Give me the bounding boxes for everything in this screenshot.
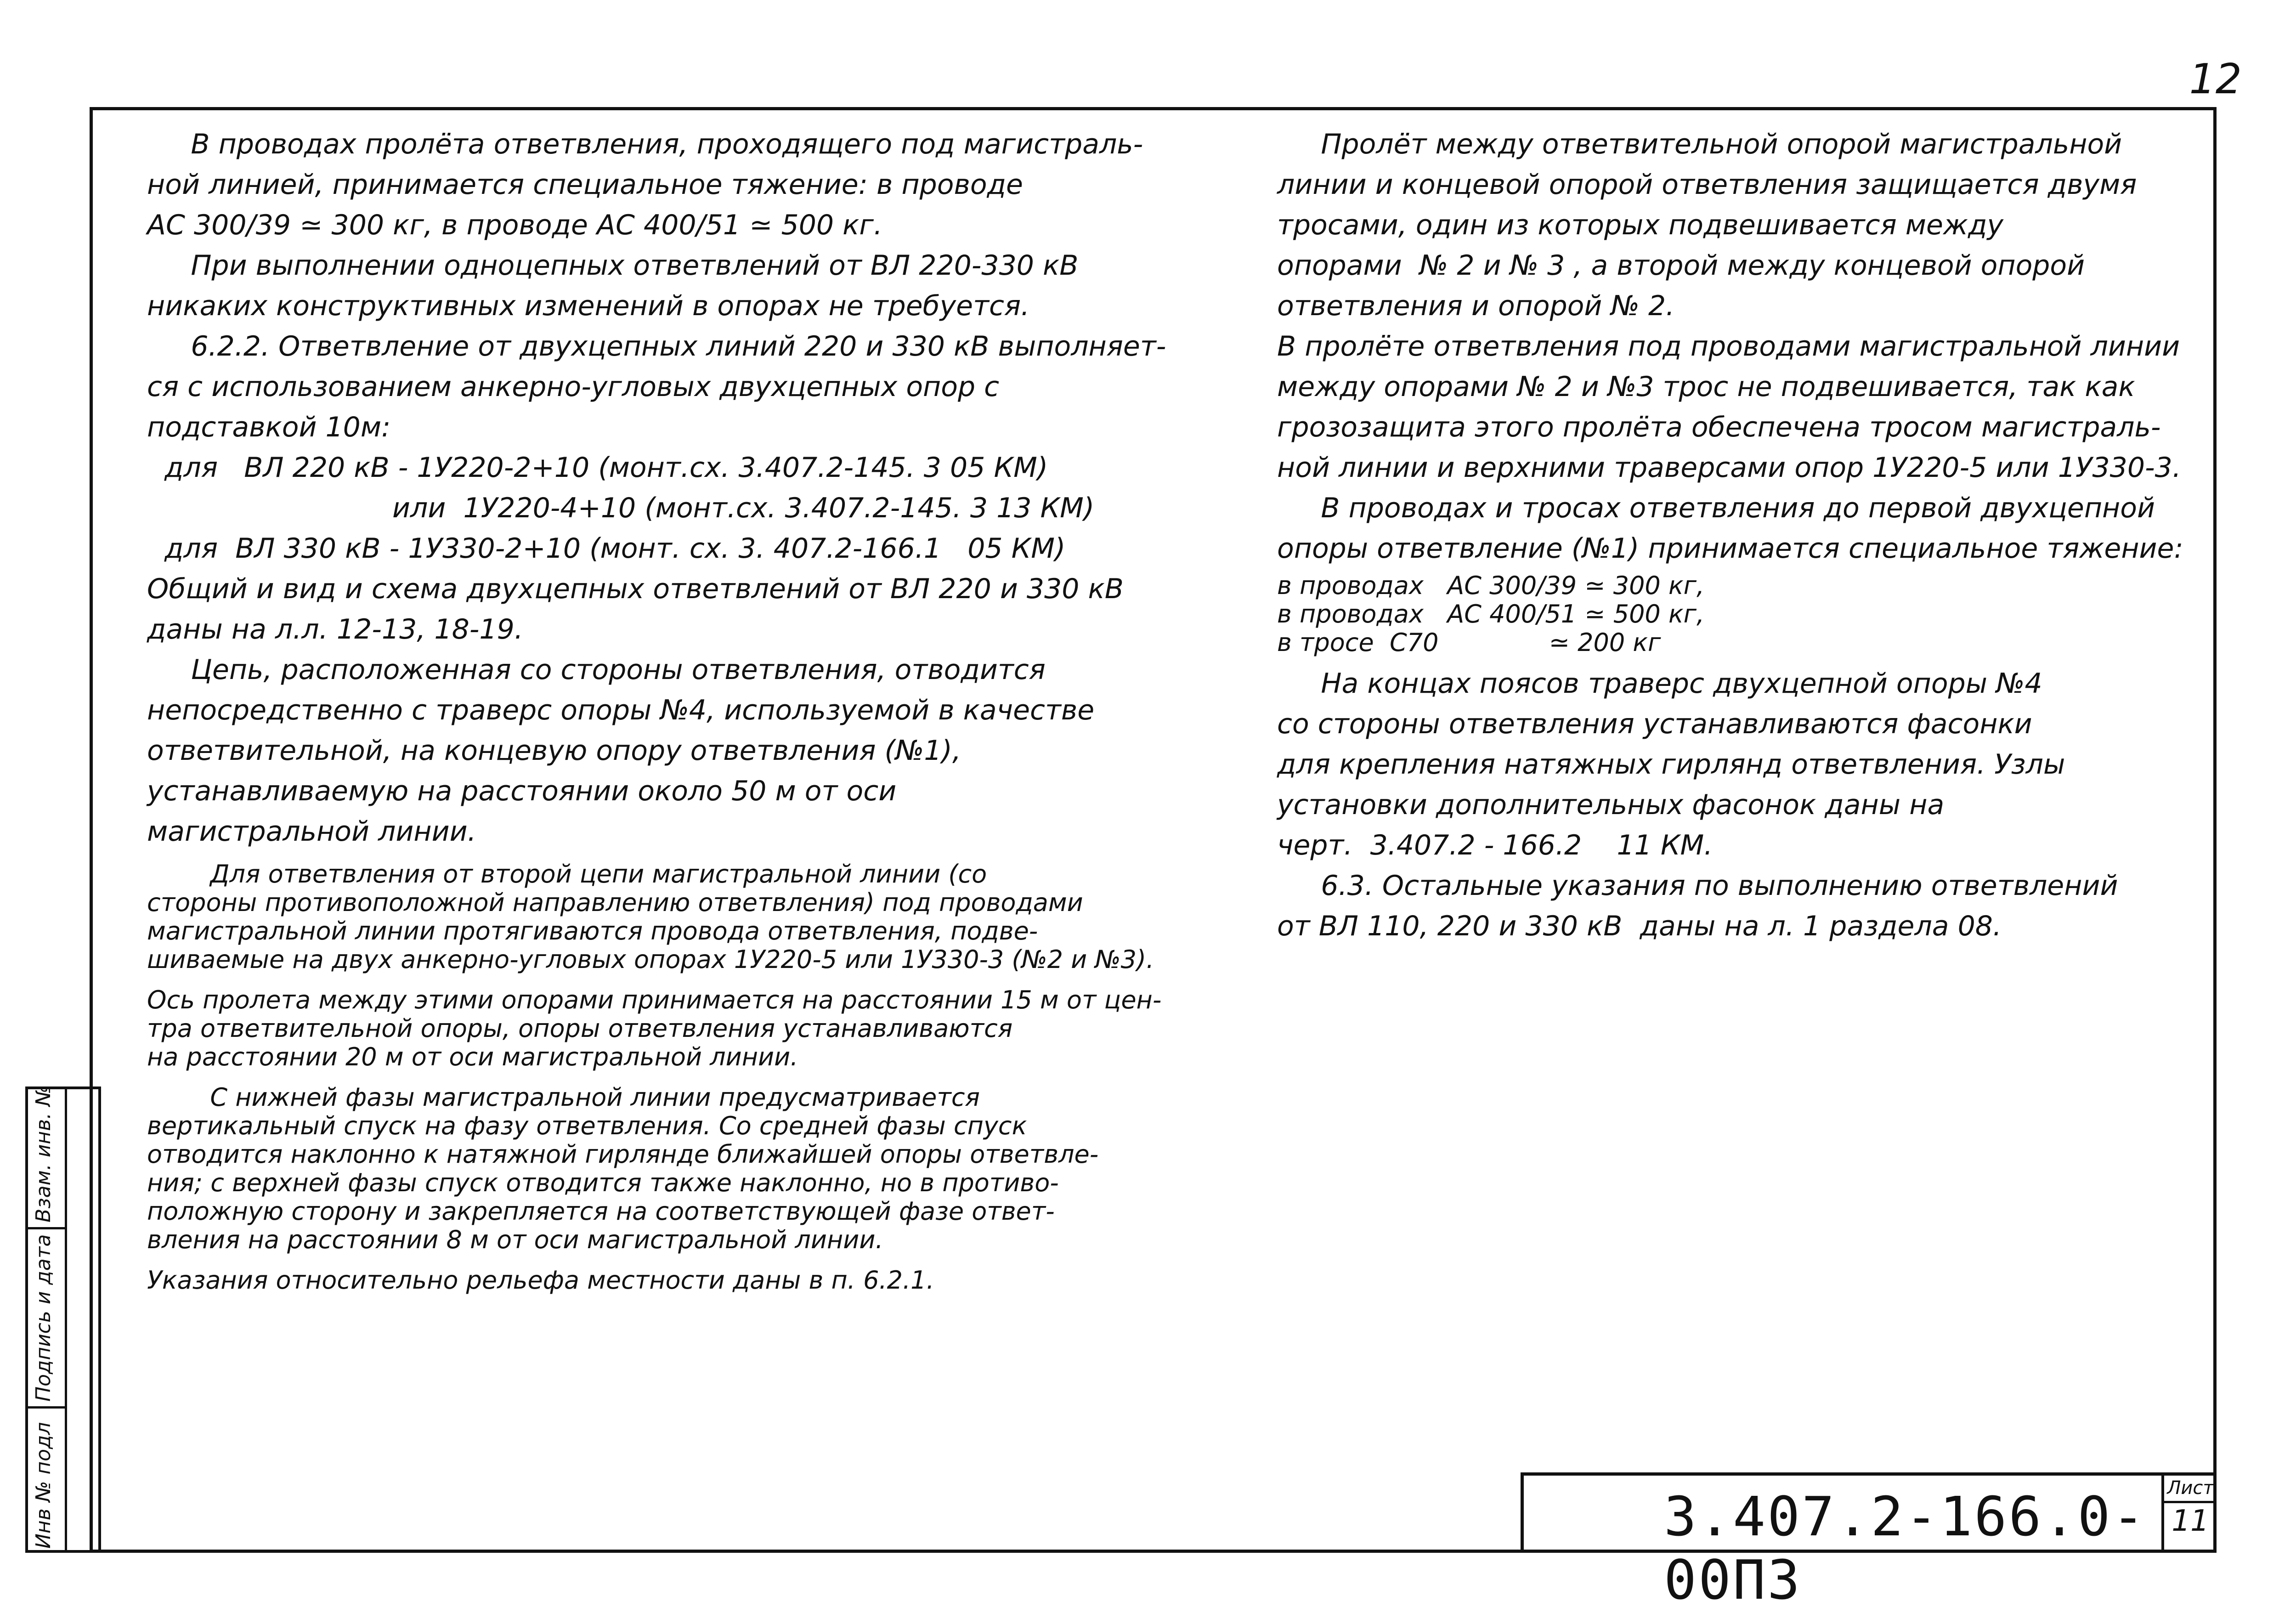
text-line: Общий и вид и схема двухцепных ответвлений от ВЛ 220 и 330 кВ [147, 573, 1124, 605]
text-line: тросами, один из которых подвешивается между [1277, 209, 2003, 241]
text-line: для ВЛ 330 кВ - 1У330-2+10 (монт. сх. 3. 407.2-166.1 05 КМ) [147, 532, 1066, 565]
text-line: тра ответвительной опоры, опоры ответвления устанавливаются [147, 1014, 1013, 1043]
text-line: в тросе С70 ≃ 200 кг [1277, 628, 1661, 657]
tension-block [1277, 572, 2200, 657]
stamp-label-inv: Инв № подл [32, 1422, 55, 1549]
text-line: В проводах пролёта ответвления, проходящего под магистраль- [147, 128, 1143, 160]
text-line: отводится наклонно к натяжной гирлянде ближайшей опоры ответвле- [147, 1140, 1099, 1169]
text-line: Указания относительно рельефа местности даны в п. 6.2.1. [147, 1266, 934, 1295]
text-line: от ВЛ 110, 220 и 330 кВ даны на л. 1 раздела 08. [1277, 910, 2002, 942]
document-code: 3.407.2-166.0-00ПЗ [1664, 1485, 2147, 1612]
page-number: 12 [2189, 55, 2242, 103]
text-line: ся с использованием анкерно-угловых двухцепных опор с [147, 371, 1000, 403]
left-text-column [147, 124, 1167, 1295]
text-line: Ось пролета между этими опорами принимается на расстоянии 15 м от цен- [147, 985, 1162, 1014]
text-line: для ВЛ 220 кВ - 1У220-2+10 (монт.сх. 3.407.2-145. 3 05 КМ) [147, 452, 1048, 484]
stamp-label-signature: Подпись и дата [32, 1234, 55, 1402]
text-line: 6.3. Остальные указания по выполнению ответвлений [1277, 870, 2118, 902]
text-line: непосредственно с траверс опоры №4, используемой в качестве [147, 694, 1095, 726]
text-line: или 1У220-4+10 (монт.сх. 3.407.2-145. 3 13 КМ) [147, 492, 1095, 524]
text-line: В проводах и тросах ответвления до первой двухцепной [1277, 492, 2155, 524]
text-line: на расстоянии 20 м от оси магистральной линии. [147, 1042, 798, 1071]
text-line: ответвления и опорой № 2. [1277, 290, 1675, 322]
right-text-column [1277, 124, 2200, 946]
text-line: В пролёте ответвления под проводами магистральной линии [1277, 330, 2180, 362]
text-line: в проводах АС 400/51 ≃ 500 кг, [1277, 600, 1705, 628]
side-stamp [25, 1086, 101, 1553]
text-line: ной линии и верхними траверсами опор 1У220-5 или 1У330-3. [1277, 452, 2181, 484]
stamp-divider [28, 1227, 65, 1229]
text-line: Пролёт между ответвительной опорой магистральной [1277, 128, 2122, 160]
text-line: ной линией, принимается специальное тяжение: в проводе [147, 169, 1023, 201]
text-line: магистральной линии. [147, 815, 476, 848]
text-line: подставкой 10м: [147, 411, 391, 443]
text-line: При выполнении одноцепных ответвлений от ВЛ 220-330 кВ [147, 249, 1079, 282]
text-line: С нижней фазы магистральной линии предусматривается [147, 1083, 980, 1112]
text-line: На концах поясов траверс двухцепной опоры №4 [1277, 668, 2042, 700]
sheet-cell [2161, 1476, 2217, 1553]
title-block [1521, 1472, 2217, 1612]
text-line: магистральной линии протягиваются провода ответвления, подве- [147, 917, 1038, 945]
text-line: положную сторону и закрепляется на соответствующей фазе ответ- [147, 1197, 1055, 1226]
text-line: вления на расстоянии 8 м от оси магистральной линии. [147, 1225, 883, 1254]
text-line: вертикальный спуск на фазу ответвления. Со средней фазы спуск [147, 1111, 1027, 1140]
text-line: опорами № 2 и № 3 , а второй между концевой опорой [1277, 249, 2085, 282]
text-line: шиваемые на двух анкерно-угловых опорах 1У220-5 или 1У330-3 (№2 и №3). [147, 945, 1154, 974]
text-line: Для ответвления от второй цепи магистральной линии (со [147, 860, 987, 888]
text-line: опоры ответвление (№1) принимается специальное тяжение: [1277, 532, 2183, 565]
text-line: АС 300/39 ≃ 300 кг, в проводе АС 400/51 ≃ 500 кг. [147, 209, 882, 241]
text-line: ответвительной, на концевую опору ответвления (№1), [147, 735, 961, 767]
left-small-text [147, 860, 1167, 1295]
text-line: устанавливаемую на расстоянии около 50 м от оси [147, 775, 897, 807]
text-line: никаких конструктивных изменений в опорах не требуется. [147, 290, 1030, 322]
text-line: ния; с верхней фазы спуск отводится также наклонно, но в противо- [147, 1168, 1059, 1197]
text-line: 6.2.2. Ответвление от двухцепных линий 220 и 330 кВ выполняет- [147, 330, 1166, 362]
text-line: черт. 3.407.2 - 166.2 11 КМ. [1277, 829, 1713, 861]
text-line: между опорами № 2 и №3 трос не подвешивается, так как [1277, 371, 2135, 403]
text-line: даны на л.л. 12-13, 18-19. [147, 613, 523, 645]
sheet-number: 11 [2172, 1504, 2209, 1538]
text-line: для крепления натяжных гирлянд ответвления. Узлы [1277, 748, 2065, 781]
text-line: линии и концевой опорой ответвления защищается двумя [1277, 169, 2137, 201]
sheet-label: Лист [2164, 1476, 2217, 1503]
stamp-label-replace: Взам. инв. № [32, 1085, 55, 1222]
text-line: в проводах АС 300/39 ≃ 300 кг, [1277, 571, 1705, 600]
text-line: со стороны ответвления устанавливаются фасонки [1277, 708, 2032, 740]
text-line: грозозащита этого пролёта обеспечена тросом магистраль- [1277, 411, 2161, 443]
text-line: стороны противоположной направлению ответвления) под проводами [147, 888, 1083, 917]
stamp-divider [28, 1406, 65, 1409]
text-line: Цепь, расположенная со стороны ответвления, отводится [147, 654, 1046, 686]
text-line: установки дополнительных фасонок даны на [1277, 789, 1945, 821]
